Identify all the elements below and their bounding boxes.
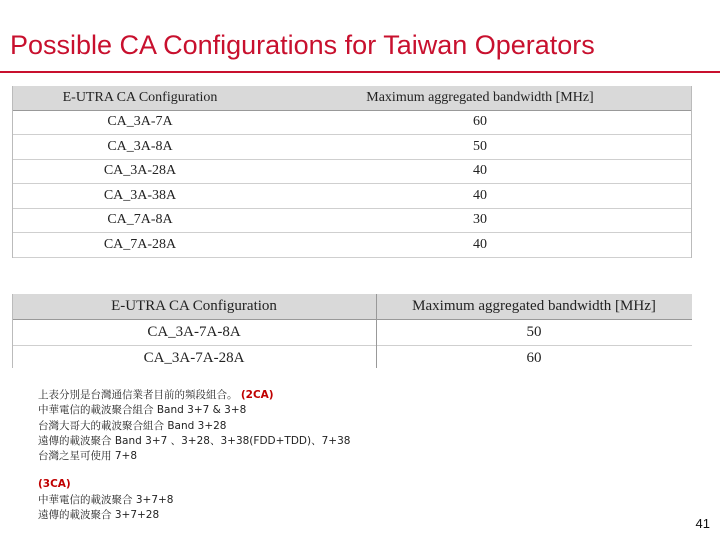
slide-title: Possible CA Configurations for Taiwan Operators (10, 30, 595, 60)
table-row (12, 320, 692, 346)
cell-configuration: CA_3A-38A (12, 184, 268, 209)
cell-configuration: CA_3A-7A-8A (12, 320, 376, 346)
note-line: 中華電信的載波聚合組合 Band 3+7 & 3+8 (38, 404, 247, 417)
note-spacer (38, 464, 350, 477)
table-crop-mask (0, 368, 720, 374)
cell-bandwidth: 40 (268, 184, 692, 209)
notes-block (38, 388, 350, 523)
cell-bandwidth: 60 (376, 346, 692, 372)
table-left-edge (12, 294, 13, 368)
note-line (38, 388, 350, 403)
cell-bandwidth: 40 (268, 159, 692, 184)
note-line: 台灣大哥大的載波聚合組合 Band 3+28 (38, 419, 227, 432)
tag-2ca: (2CA) (240, 389, 274, 401)
cell-configuration: CA_3A-8A (12, 135, 268, 160)
header-configuration: E-UTRA CA Configuration (12, 86, 268, 110)
cell-bandwidth: 40 (268, 233, 692, 258)
page-number: 41 (695, 516, 710, 531)
title-divider (0, 71, 720, 73)
cell-bandwidth: 50 (268, 135, 692, 160)
table-row (12, 135, 692, 160)
cell-configuration: CA_7A-28A (12, 233, 268, 258)
table-header-row (12, 294, 692, 320)
table-row (12, 184, 692, 209)
note-line: 台灣之星可使用 7+8 (38, 450, 137, 463)
cell-configuration: CA_3A-7A-28A (12, 346, 376, 372)
ca-table-2ca (12, 86, 692, 258)
cell-bandwidth: 30 (268, 208, 692, 233)
table-right-edge (691, 86, 692, 258)
table-row (12, 159, 692, 184)
table-row (12, 208, 692, 233)
tag-3ca: (3CA) (38, 478, 71, 491)
note-line: 中華電信的載波聚合 3+7+8 (38, 493, 174, 506)
table-row (12, 233, 692, 258)
note-text: 上表分別是台灣通信業者目前的頻段組合。 (38, 389, 238, 401)
cell-configuration: CA_7A-8A (12, 208, 268, 233)
cell-configuration: CA_3A-7A (12, 110, 268, 135)
header-configuration: E-UTRA CA Configuration (12, 294, 376, 320)
cell-bandwidth: 60 (268, 110, 692, 135)
table-crop-mask (0, 258, 720, 266)
ca-table-3ca (12, 294, 692, 372)
table-header-row (12, 86, 692, 110)
table-left-edge (12, 86, 13, 258)
cell-bandwidth: 50 (376, 320, 692, 346)
table-row (12, 110, 692, 135)
header-bandwidth: Maximum aggregated bandwidth [MHz] (268, 86, 692, 110)
cell-configuration: CA_3A-28A (12, 159, 268, 184)
note-line: 遠傳的載波聚合 Band 3+7 、3+28、3+38(FDD+TDD)、7+38 (38, 434, 351, 447)
column-divider (376, 294, 377, 368)
header-bandwidth: Maximum aggregated bandwidth [MHz] (376, 294, 692, 320)
note-line: 遠傳的載波聚合 3+7+28 (38, 509, 160, 522)
